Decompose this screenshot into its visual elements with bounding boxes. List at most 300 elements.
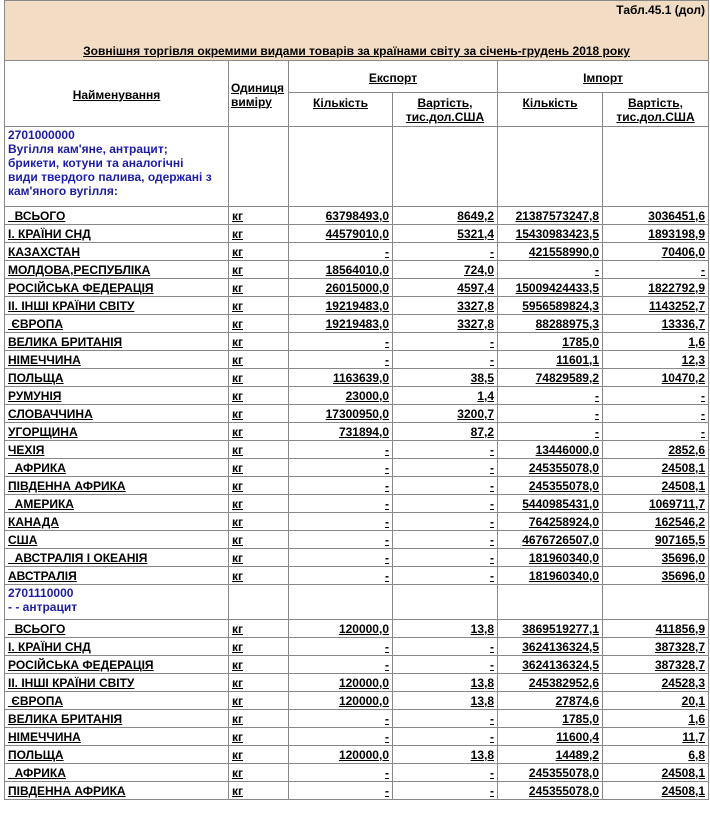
table-row (5, 710, 709, 728)
import-value-cell[interactable] (603, 782, 709, 800)
export-value-cell[interactable] (393, 351, 498, 369)
col-header-import-qty[interactable]: Кількість (498, 93, 603, 127)
export-value-cell[interactable] (393, 692, 498, 710)
import-quantity-cell[interactable] (498, 279, 603, 297)
import-value-cell[interactable] (603, 531, 709, 549)
unit-cell[interactable] (229, 297, 289, 315)
import-quantity-cell[interactable] (498, 710, 603, 728)
export-value-cell[interactable] (393, 279, 498, 297)
unit-cell[interactable] (229, 567, 289, 585)
import-value-text: 1822792,9 (648, 280, 706, 295)
country-name-cell[interactable] (5, 297, 229, 315)
col-header-import-value[interactable]: Вартість, тис.дол.США (603, 93, 709, 127)
import-value-text: 6,8 (688, 747, 706, 762)
table-row (5, 513, 709, 531)
code-row (5, 127, 709, 207)
export-value-cell[interactable] (393, 405, 498, 423)
import-value-cell[interactable] (603, 423, 709, 441)
country-name-cell[interactable] (5, 207, 229, 225)
export-quantity-cell[interactable] (289, 405, 393, 423)
unit-text: кг (232, 711, 244, 726)
export-quantity-cell[interactable] (289, 225, 393, 243)
import-quantity-text: 15430983423,5 (515, 226, 599, 241)
export-value-cell[interactable] (393, 423, 498, 441)
country-name-cell[interactable] (5, 387, 229, 405)
unit-text: кг (232, 765, 244, 780)
unit-cell[interactable] (229, 674, 289, 692)
import-quantity-cell[interactable] (498, 746, 603, 764)
import-value-text: 20,1 (681, 693, 706, 708)
import-quantity-cell[interactable] (498, 477, 603, 495)
col-header-export[interactable]: Експорт (289, 61, 498, 93)
import-quantity-cell[interactable] (498, 387, 603, 405)
import-quantity-text: 1785,0 (562, 334, 599, 349)
unit-cell[interactable] (229, 620, 289, 638)
export-value-cell[interactable] (393, 710, 498, 728)
export-value-cell[interactable] (393, 513, 498, 531)
import-quantity-cell[interactable] (498, 674, 603, 692)
export-value-cell[interactable] (393, 782, 498, 800)
import-value-cell[interactable] (603, 495, 709, 513)
export-value-cell[interactable] (393, 477, 498, 495)
country-name-text: І. КРАЇНИ СНД (8, 226, 91, 241)
unit-cell[interactable] (229, 513, 289, 531)
country-name-cell[interactable] (5, 782, 229, 800)
unit-cell[interactable] (229, 782, 289, 800)
export-quantity-cell[interactable] (289, 495, 393, 513)
export-quantity-cell[interactable] (289, 423, 393, 441)
import-value-cell[interactable] (603, 315, 709, 333)
import-quantity-cell[interactable] (498, 207, 603, 225)
export-quantity-text: - (385, 496, 389, 511)
import-value-text: 13336,7 (661, 316, 706, 331)
import-quantity-cell[interactable] (498, 243, 603, 261)
export-quantity-cell[interactable] (289, 710, 393, 728)
import-value-cell[interactable] (603, 674, 709, 692)
unit-text: кг (232, 478, 244, 493)
export-value-text: 87,2 (470, 424, 494, 439)
export-quantity-cell[interactable] (289, 459, 393, 477)
empty-cell[interactable] (603, 127, 709, 207)
import-value-text: 1893198,9 (648, 226, 706, 241)
import-value-text: 24508,1 (661, 478, 706, 493)
import-quantity-cell[interactable] (498, 764, 603, 782)
country-name-cell[interactable] (5, 567, 229, 585)
import-quantity-cell[interactable] (498, 638, 603, 656)
unit-text: кг (232, 298, 244, 313)
empty-cell[interactable] (229, 585, 289, 620)
export-quantity-text: - (385, 729, 389, 744)
import-quantity-cell[interactable] (498, 459, 603, 477)
country-name-cell[interactable] (5, 477, 229, 495)
export-value-cell[interactable] (393, 207, 498, 225)
unit-text: кг (232, 550, 244, 565)
table-row (5, 746, 709, 764)
import-quantity-cell[interactable] (498, 513, 603, 531)
import-value-cell[interactable] (603, 638, 709, 656)
import-value-text: 1143252,7 (648, 298, 706, 313)
export-value-cell[interactable] (393, 728, 498, 746)
import-quantity-cell[interactable] (498, 549, 603, 567)
import-quantity-cell[interactable] (498, 728, 603, 746)
export-value-text: 13,8 (470, 621, 494, 636)
country-name-text: ПОЛЬЩА (8, 370, 64, 385)
unit-cell[interactable] (229, 387, 289, 405)
import-quantity-cell[interactable] (498, 369, 603, 387)
unit-text: кг (232, 334, 244, 349)
table-row (5, 549, 709, 567)
import-quantity-cell[interactable] (498, 567, 603, 585)
country-name-cell[interactable] (5, 261, 229, 279)
export-value-cell[interactable] (393, 531, 498, 549)
country-name-cell[interactable] (5, 692, 229, 710)
export-value-text: 3327,8 (457, 316, 494, 331)
import-value-cell[interactable] (603, 387, 709, 405)
unit-cell[interactable] (229, 692, 289, 710)
country-name-cell[interactable] (5, 764, 229, 782)
export-quantity-cell[interactable] (289, 243, 393, 261)
unit-cell[interactable] (229, 549, 289, 567)
col-header-name[interactable]: Найменування (5, 61, 229, 127)
country-name-cell[interactable] (5, 243, 229, 261)
import-value-cell[interactable] (603, 656, 709, 674)
country-name-text: ІІ. ІНШІ КРАЇНИ СВІТУ (8, 298, 135, 313)
unit-cell[interactable] (229, 279, 289, 297)
country-name-cell[interactable] (5, 333, 229, 351)
unit-text: кг (232, 388, 244, 403)
import-quantity-cell[interactable] (498, 315, 603, 333)
unit-cell[interactable] (229, 423, 289, 441)
col-header-export-value[interactable]: Вартість, тис.дол.США (393, 93, 498, 127)
country-name-cell[interactable] (5, 405, 229, 423)
import-value-text: 70406,0 (661, 244, 706, 259)
import-quantity-cell[interactable] (498, 782, 603, 800)
export-value-cell[interactable] (393, 549, 498, 567)
export-value-cell[interactable] (393, 261, 498, 279)
import-value-cell[interactable] (603, 459, 709, 477)
import-value-cell[interactable] (603, 243, 709, 261)
country-name-cell[interactable] (5, 459, 229, 477)
country-name-cell[interactable] (5, 351, 229, 369)
country-name-text: ВЕЛИКА БРИТАНІЯ (8, 711, 123, 726)
export-quantity-cell[interactable] (289, 692, 393, 710)
export-quantity-cell[interactable] (289, 441, 393, 459)
export-quantity-cell[interactable] (289, 656, 393, 674)
import-quantity-text: 245382952,6 (528, 675, 599, 690)
unit-cell[interactable] (229, 459, 289, 477)
unit-cell[interactable] (229, 405, 289, 423)
import-quantity-cell[interactable] (498, 423, 603, 441)
import-value-cell[interactable] (603, 746, 709, 764)
export-quantity-text: - (385, 568, 389, 583)
country-name-cell[interactable] (5, 620, 229, 638)
empty-cell[interactable] (393, 127, 498, 207)
export-quantity-cell[interactable] (289, 674, 393, 692)
import-value-text: 24508,1 (661, 460, 706, 475)
export-quantity-text: 44579010,0 (325, 226, 389, 241)
export-value-cell[interactable] (393, 369, 498, 387)
import-quantity-cell[interactable] (498, 405, 603, 423)
export-quantity-text: 19219483,0 (325, 316, 389, 331)
export-quantity-cell[interactable] (289, 746, 393, 764)
export-quantity-cell[interactable] (289, 531, 393, 549)
unit-text: кг (232, 352, 244, 367)
export-value-text: - (490, 442, 494, 457)
country-name-text: АВСТРАЛІЯ (8, 568, 77, 583)
empty-cell[interactable] (289, 127, 393, 207)
empty-cell[interactable] (603, 585, 709, 620)
export-quantity-cell[interactable] (289, 297, 393, 315)
unit-cell[interactable] (229, 728, 289, 746)
export-value-text: - (490, 568, 494, 583)
unit-cell[interactable] (229, 746, 289, 764)
unit-text: кг (232, 280, 244, 295)
import-quantity-text: 5440985431,0 (522, 496, 599, 511)
import-quantity-cell[interactable] (498, 333, 603, 351)
import-value-cell[interactable] (603, 405, 709, 423)
col-header-export-qty[interactable]: Кількість (289, 93, 393, 127)
unit-cell[interactable] (229, 315, 289, 333)
export-quantity-cell[interactable] (289, 549, 393, 567)
export-value-cell[interactable] (393, 764, 498, 782)
export-value-cell[interactable] (393, 333, 498, 351)
country-name-text: ЄВРОПА (8, 316, 64, 331)
export-value-cell[interactable] (393, 225, 498, 243)
export-quantity-text: - (385, 514, 389, 529)
import-value-text: 162546,2 (654, 514, 706, 529)
import-value-cell[interactable] (603, 351, 709, 369)
export-value-cell[interactable] (393, 495, 498, 513)
country-name-cell[interactable] (5, 710, 229, 728)
unit-text: кг (232, 675, 244, 690)
export-quantity-cell[interactable] (289, 782, 393, 800)
unit-cell[interactable] (229, 351, 289, 369)
table-row (5, 261, 709, 279)
country-name-text: РОСІЙСЬКА ФЕДЕРАЦІЯ (8, 657, 154, 672)
country-name-text: І. КРАЇНИ СНД (8, 639, 91, 654)
import-quantity-cell[interactable] (498, 495, 603, 513)
export-value-cell[interactable] (393, 297, 498, 315)
import-quantity-text: 88288975,3 (535, 316, 599, 331)
import-value-text: - (701, 388, 706, 403)
import-quantity-cell[interactable] (498, 620, 603, 638)
country-name-cell[interactable] (5, 674, 229, 692)
export-quantity-cell[interactable] (289, 567, 393, 585)
import-quantity-cell[interactable] (498, 297, 603, 315)
country-name-cell[interactable] (5, 638, 229, 656)
country-name-text: ЧЕХІЯ (8, 442, 45, 457)
import-value-cell[interactable] (603, 692, 709, 710)
import-value-cell[interactable] (603, 225, 709, 243)
import-quantity-cell[interactable] (498, 225, 603, 243)
import-value-cell[interactable] (603, 728, 709, 746)
import-quantity-text: - (595, 424, 599, 439)
country-name-cell[interactable] (5, 746, 229, 764)
export-quantity-text: - (385, 460, 389, 475)
import-value-cell[interactable] (603, 297, 709, 315)
export-quantity-cell[interactable] (289, 333, 393, 351)
code-row (5, 585, 709, 620)
export-value-text: - (490, 639, 494, 654)
commodity-code-cell[interactable] (5, 585, 229, 620)
export-value-cell[interactable] (393, 387, 498, 405)
import-quantity-cell[interactable] (498, 531, 603, 549)
export-value-text: 5321,4 (457, 226, 494, 241)
export-quantity-cell[interactable] (289, 477, 393, 495)
unit-cell[interactable] (229, 477, 289, 495)
export-value-cell[interactable] (393, 674, 498, 692)
empty-cell[interactable] (498, 585, 603, 620)
export-quantity-cell[interactable] (289, 764, 393, 782)
export-quantity-text: - (385, 352, 389, 367)
country-name-text: АФРИКА (8, 765, 66, 780)
import-quantity-text: 764258924,0 (528, 514, 599, 529)
unit-cell[interactable] (229, 333, 289, 351)
export-value-text: - (490, 514, 494, 529)
import-quantity-text: 21387573247,8 (515, 208, 599, 223)
import-quantity-cell[interactable] (498, 441, 603, 459)
country-name-text: АВСТРАЛІЯ І ОКЕАНІЯ (8, 550, 148, 565)
country-name-text: ПОЛЬЩА (8, 747, 64, 762)
trade-table (4, 0, 709, 800)
country-name-cell[interactable] (5, 369, 229, 387)
export-value-cell[interactable] (393, 656, 498, 674)
export-quantity-cell[interactable] (289, 279, 393, 297)
table-row (5, 620, 709, 638)
table-row (5, 351, 709, 369)
import-quantity-cell[interactable] (498, 261, 603, 279)
country-name-text: НІМЕЧЧИНА (8, 352, 81, 367)
unit-cell[interactable] (229, 638, 289, 656)
export-quantity-text: - (385, 478, 389, 493)
import-value-cell[interactable] (603, 333, 709, 351)
import-quantity-cell[interactable] (498, 656, 603, 674)
export-quantity-cell[interactable] (289, 351, 393, 369)
export-value-cell[interactable] (393, 567, 498, 585)
import-value-cell[interactable] (603, 620, 709, 638)
country-name-text: МОЛДОВА,РЕСПУБЛІКА (8, 262, 151, 277)
export-value-cell[interactable] (393, 746, 498, 764)
unit-cell[interactable] (229, 369, 289, 387)
country-name-cell[interactable] (5, 513, 229, 531)
country-name-cell[interactable] (5, 728, 229, 746)
country-name-cell[interactable] (5, 279, 229, 297)
table-row (5, 674, 709, 692)
unit-cell[interactable] (229, 531, 289, 549)
unit-cell[interactable] (229, 495, 289, 513)
import-value-cell[interactable] (603, 764, 709, 782)
export-quantity-text: 1163639,0 (332, 370, 389, 385)
commodity-code-cell[interactable] (5, 127, 229, 207)
empty-cell[interactable] (393, 585, 498, 620)
unit-text: кг (232, 693, 244, 708)
import-value-cell[interactable] (603, 477, 709, 495)
empty-cell[interactable] (289, 585, 393, 620)
unit-cell[interactable] (229, 243, 289, 261)
country-name-cell[interactable] (5, 531, 229, 549)
import-value-cell[interactable] (603, 441, 709, 459)
country-name-cell[interactable] (5, 225, 229, 243)
export-quantity-cell[interactable] (289, 369, 393, 387)
unit-text: кг (232, 424, 244, 439)
import-value-cell[interactable] (603, 549, 709, 567)
import-value-text: - (701, 406, 706, 421)
export-quantity-cell[interactable] (289, 315, 393, 333)
export-value-cell[interactable] (393, 243, 498, 261)
unit-text: кг (232, 208, 244, 223)
import-quantity-cell[interactable] (498, 692, 603, 710)
country-name-cell[interactable] (5, 315, 229, 333)
country-name-cell[interactable] (5, 549, 229, 567)
export-quantity-cell[interactable] (289, 207, 393, 225)
export-quantity-cell[interactable] (289, 513, 393, 531)
country-name-text: ІІ. ІНШІ КРАЇНИ СВІТУ (8, 675, 135, 690)
export-quantity-text: 120000,0 (338, 621, 389, 636)
country-name-text: ВСЬОГО (8, 621, 66, 636)
col-header-import[interactable]: Імпорт (498, 61, 709, 93)
export-value-cell[interactable] (393, 459, 498, 477)
country-name-text: ВСЬОГО (8, 208, 66, 223)
unit-cell[interactable] (229, 441, 289, 459)
unit-cell[interactable] (229, 764, 289, 782)
unit-cell[interactable] (229, 656, 289, 674)
country-name-cell[interactable] (5, 495, 229, 513)
unit-text: кг (232, 442, 244, 457)
table-row (5, 297, 709, 315)
export-value-text: 13,8 (470, 693, 494, 708)
import-value-text: 35696,0 (661, 568, 706, 583)
import-value-text: 1,6 (688, 711, 706, 726)
country-name-cell[interactable] (5, 656, 229, 674)
unit-cell[interactable] (229, 225, 289, 243)
table-title: Зовнішня торгівля окремими видами товарів за країнами світу за січень-грудень 2018 року (5, 23, 709, 61)
export-value-text: - (490, 352, 494, 367)
country-name-cell[interactable] (5, 423, 229, 441)
import-value-cell[interactable] (603, 261, 709, 279)
export-quantity-cell[interactable] (289, 638, 393, 656)
import-quantity-cell[interactable] (498, 351, 603, 369)
export-value-text: - (490, 550, 494, 565)
unit-cell[interactable] (229, 710, 289, 728)
import-quantity-text: - (595, 388, 599, 403)
export-value-cell[interactable] (393, 315, 498, 333)
import-quantity-text: 3624136324,5 (522, 657, 599, 672)
country-name-cell[interactable] (5, 441, 229, 459)
unit-text: кг (232, 639, 244, 654)
export-quantity-cell[interactable] (289, 620, 393, 638)
table-row (5, 333, 709, 351)
import-value-cell[interactable] (603, 567, 709, 585)
empty-cell[interactable] (498, 127, 603, 207)
unit-cell[interactable] (229, 207, 289, 225)
commodity-code: 2701000000 (8, 128, 75, 142)
export-quantity-cell[interactable] (289, 261, 393, 279)
import-value-cell[interactable] (603, 279, 709, 297)
import-value-cell[interactable] (603, 513, 709, 531)
unit-cell[interactable] (229, 261, 289, 279)
export-value-cell[interactable] (393, 620, 498, 638)
import-value-text: 411856,9 (655, 621, 706, 636)
import-value-cell[interactable] (603, 207, 709, 225)
export-value-cell[interactable] (393, 638, 498, 656)
import-value-cell[interactable] (603, 369, 709, 387)
import-value-cell[interactable] (603, 710, 709, 728)
export-quantity-cell[interactable] (289, 387, 393, 405)
col-header-unit[interactable]: Одиниця виміру (229, 61, 289, 127)
export-value-cell[interactable] (393, 441, 498, 459)
empty-cell[interactable] (229, 127, 289, 207)
export-quantity-cell[interactable] (289, 728, 393, 746)
